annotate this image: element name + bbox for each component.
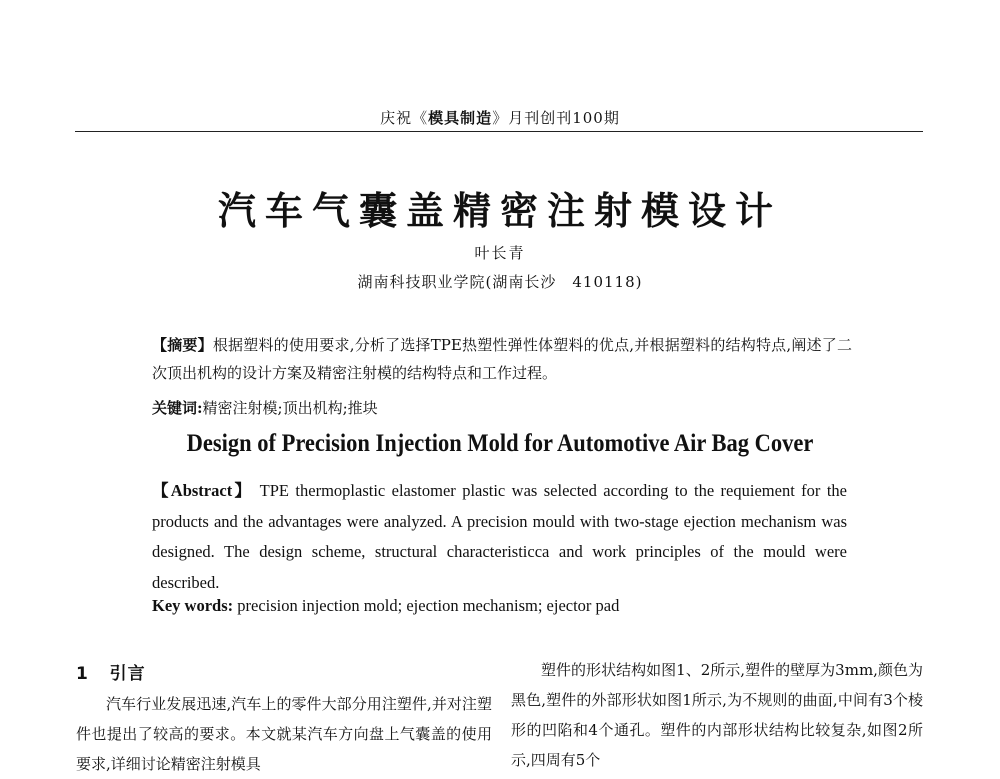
keywords-chinese-text: 精密注射模;顶出机构;推块 bbox=[202, 399, 378, 417]
abstract-chinese-label: 【摘要】 bbox=[152, 336, 213, 354]
section-heading bbox=[76, 659, 146, 684]
header-prefix: 庆祝《 bbox=[380, 109, 429, 127]
header-rule bbox=[75, 131, 923, 132]
header-suffix: 》月刊创刊100期 bbox=[492, 109, 620, 127]
keywords-english-text: precision injection mold; ejection mechanism; ejector pad bbox=[233, 596, 620, 615]
abstract-chinese bbox=[152, 331, 852, 387]
journal-name: 模具制造 bbox=[428, 109, 493, 127]
keywords-chinese bbox=[152, 394, 852, 422]
abstract-chinese-text: 根据塑料的使用要求,分析了选择TPE热塑性弹性体塑料的优点,并根据塑料的结构特点,阐述了二次顶出机构的设计方案及精密注射模的结构特点和工作过程。 bbox=[152, 336, 852, 382]
section-title: 引言 bbox=[109, 664, 146, 684]
abstract-english bbox=[152, 476, 847, 598]
page-title-chinese: 汽车气囊盖精密注射模设计 bbox=[217, 189, 782, 233]
keywords-english bbox=[152, 594, 847, 618]
keywords-chinese-label: 关键词: bbox=[152, 399, 203, 417]
keywords-english-label: Key words: bbox=[152, 596, 234, 615]
journal-header bbox=[0, 107, 1000, 128]
abstract-english-text: TPE thermoplastic elastomer plastic was selected according to the requiement for the products and the advantages were analyzed. A precision mould with two-stage ejection mechanism was designed. The design scheme, structural characteristicca and work principles of the mould were described. bbox=[152, 481, 847, 592]
page-title-english: Design of Precision Injection Mold for Automotive Air Bag Cover bbox=[186, 430, 814, 457]
abstract-english-label: 【Abstract】 bbox=[152, 481, 254, 500]
body-column-right: 塑件的形状结构如图1、2所示,塑件的壁厚为3mm,颜色为黑色,塑件的外部形状如图1所示,为不规则的曲面,中间有3个棱形的凹陷和4个通孔。塑件的内部形状结构比较复杂,如图2所示,四周有5个 bbox=[511, 661, 923, 769]
section-number: 1 bbox=[76, 664, 89, 684]
body-column-left: 汽车行业发展迅速,汽车上的零件大部分用注塑件,并对注塑件也提出了较高的要求。本文就某汽车方向盘上气囊盖的使用要求,详细讨论精密注射模具 bbox=[76, 695, 492, 773]
author-name: 叶长青 bbox=[474, 244, 526, 262]
author-affiliation: 湖南科技职业学院(湖南长沙 410118) bbox=[357, 273, 643, 291]
